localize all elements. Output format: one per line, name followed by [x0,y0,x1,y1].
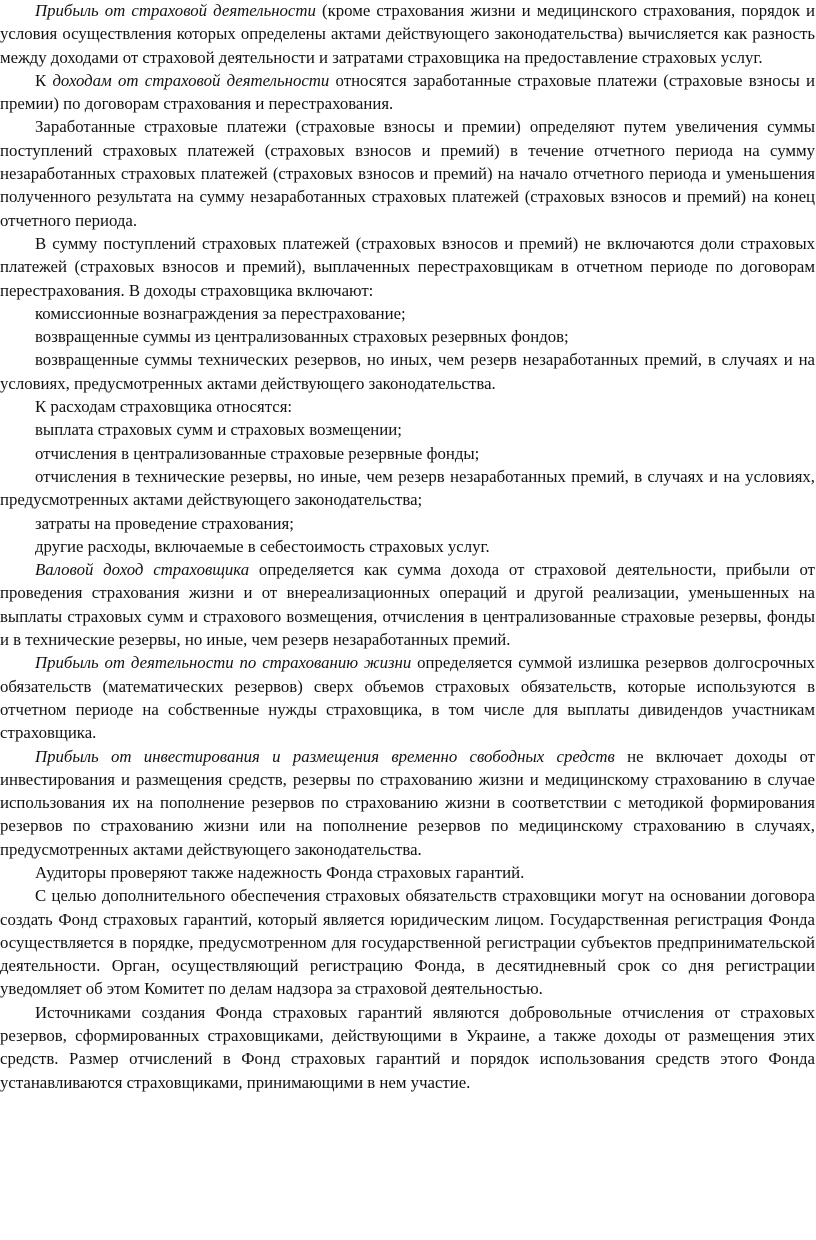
italic-term: доходам от страховой деятельности [52,70,330,90]
paragraph-fund-sources [0,1001,815,1094]
italic-term: Прибыль от страховой деятельности [35,1,316,20]
paragraph-text: возвращенные суммы из централизованных страховых резервных фондов; [35,327,569,347]
paragraph-expenses-heading [0,395,815,418]
list-item-income [0,302,815,325]
paragraph-text: определяется суммой излишка резервов долгосрочных обязательств (математических резервов) сверх объемов страховых обязательств, которые используются в отчетном периоде на собственные нужды страховщика, в том числе для выплаты дивидендов участникам страховщика. [0,653,815,743]
paragraph-text: выплата страховых сумм и страховых возмещении; [35,420,402,440]
paragraph-life-insurance-profit [0,651,815,744]
paragraph-receipts [0,232,815,302]
paragraph-text: Источниками создания Фонда страховых гарантий являются добровольные отчисления от страховых резервов, сформированных страховщиками, действующими в Украине, а также доходы от размещения этих средств. Размер отчислений в Фонд страховых гарантий и порядок использования средств этого Фонда устанавливаются страховщиками, принимающими в нем участие. [0,1002,815,1092]
paragraph-guarantee-fund [0,884,815,1000]
paragraph-text: отчисления в централизованные страховые резервные фонды; [35,443,480,463]
list-item-expense [0,535,815,558]
paragraph-text: относятся заработанные страховые платежи (страховые взносы и премии) по договорам страхования и перестрахования. [0,70,816,114]
list-item-expense [0,418,815,441]
paragraph-insurance-income [0,69,815,116]
list-item-expense [0,512,815,535]
paragraph-prefix: К [35,70,53,90]
italic-term: Валовой доход страховщика [35,560,250,580]
italic-term: Прибыль от инвестирования и размещения временно свободных средств [35,746,615,766]
paragraph-auditors [0,861,815,884]
paragraph-text: комиссионные вознаграждения за перестрахование; [35,303,406,323]
paragraph-text: Заработанные страховые платежи (страховые взносы и премии) определяют путем увеличения суммы поступлений страховых платежей (страховых взносов и премий) в течение отчетного периода на сумму незаработанных страховых платежей (страховых взносов и премий) на начало отчетного периода и уменьшения полученного результата на сумму незаработанных страховых платежей (страховых взносов и премий) на конец отчетного периода. [0,117,815,230]
paragraph-text: В сумму поступлений страховых платежей (страховых взносов и премий) не включаются доли страховых платежей (страховых взносов и премий), выплаченных перестраховщикам в отчетном периоде по договорам перестрахования. В доходы страховщика включают: [0,233,815,300]
paragraph-text: затраты на проведение страхования; [35,513,294,533]
paragraph-insurance-profit [0,0,815,69]
paragraph-text: не включает доходы от инвестирования и размещения средств, резервы по страхованию жизни и медицинскому страхованию в случае использования их на пополнение резервов по страхованию жизни в соответствии с методикой формирования резервов по страхованию жизни или на пополнение резервов по медицинскому страхованию в случаях, предусмотренных актами действующего законодательства. [0,746,815,859]
paragraph-earned-payments [0,115,815,231]
paragraph-text: возвращенные суммы технических резервов, но иных, чем резерв незаработанных премий, в случаях и на условиях, предусмотренных актами действующего законодательства. [0,350,815,393]
list-item-income [0,348,815,395]
paragraph-text: определяется как сумма дохода от страховой деятельности, прибыли от проведения страхования жизни и от внереализационных операций и другой реализации, уменьшенных на выплаты страховых сумм и страхового возмещения, отчисления в централизованные страховые резервы, фонды и в технические резервы, но иные, чем резерв незаработанных премий. [0,560,815,650]
list-item-expense [0,465,815,512]
paragraph-text: отчисления в технические резервы, но иные, чем резерв незаработанных премий, в случаях и на условиях, предусмотренных актами действующего законодательства; [0,466,815,510]
paragraph-text: Аудиторы проверяют также надежность Фонда страховых гарантий. [35,862,525,882]
paragraph-investment-profit [0,745,815,861]
paragraph-text: (кроме страхования жизни и медицинского страхования, порядок и условия осуществления которых определены актами действующего законодательства) вычисляется как разность между доходами от страховой деятельности и затратами страховщика на предоставление страховых услуг. [0,1,815,67]
paragraph-text: другие расходы, включаемые в себестоимость страховых услуг. [35,536,490,556]
italic-term: Прибыль от деятельности по страхованию жизни [35,653,412,673]
paragraph-text: К расходам страховщика относятся: [35,397,293,417]
paragraph-text: С целью дополнительного обеспечения страховых обязательств страховщики могут на основании договора создать Фонд страховых гарантий, который является юридическим лицом. Государственная регистрация Фонда осуществляется в порядке, предусмотренном для государственной регистрации субъектов предпринимательской деятельности. Орган, осуществляющий регистрацию Фонда, в десятидневный срок со дня регистрации уведомляет об этом Комитет по делам надзора за страховой деятельностью. [0,886,815,999]
list-item-income [0,325,815,348]
paragraph-gross-income [0,558,815,651]
list-item-expense [0,442,815,465]
